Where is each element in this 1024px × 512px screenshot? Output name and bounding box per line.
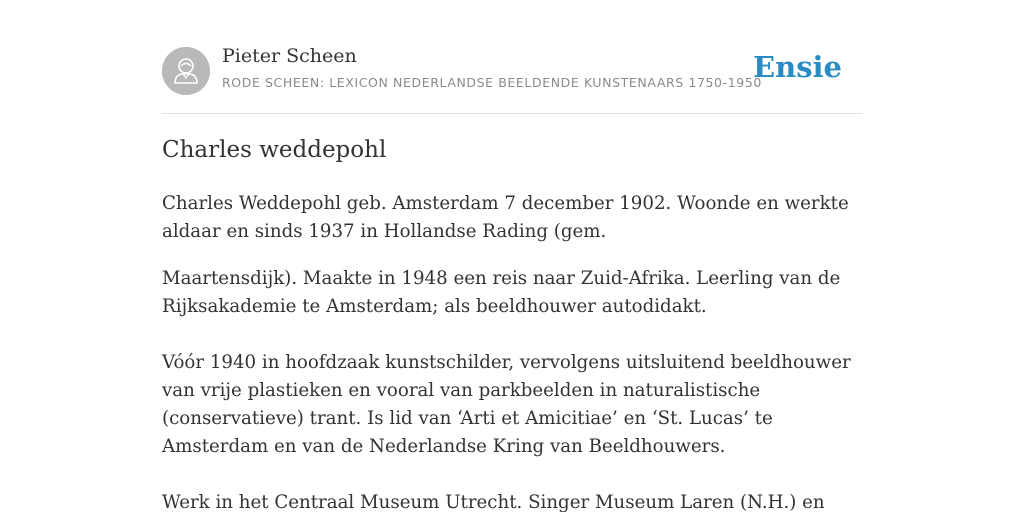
paragraph-3: Vóór 1940 in hoofdzaak kunstschilder, vervolgens uitsluitend beeldhouwer van vrije plastieken en vooral van parkbeelden in naturalistische (conservatieve) trant. Is lid van ‘Arti et Amicitiae’ en ‘St. Lucas’ te Amsterdam en van de Nederlandse Kring van Beeldhouwers. [162, 352, 851, 457]
article-card [162, 0, 862, 512]
paragraph-2: Maartensdijk). Maakte in 1948 een reis naar Zuid-Afrika. Leerling van de Rijksakademie te Amsterdam; als beeldhouwer autodidakt. [162, 268, 841, 317]
author-name[interactable]: Pieter Scheen [222, 45, 357, 67]
article-body [162, 190, 862, 512]
article-header [162, 0, 862, 114]
user-icon [162, 47, 210, 95]
ensie-logo[interactable]: Ensie [753, 50, 842, 84]
source-title[interactable]: RODE SCHEEN: LEXICON NEDERLANDSE BEELDENDE KUNSTENAARS 1750-1950 [222, 75, 762, 90]
author-avatar[interactable] [162, 47, 210, 95]
article-title: Charles weddepohl [162, 137, 387, 163]
paragraph-1: Charles Weddepohl geb. Amsterdam 7 december 1902. Woonde en werkte aldaar en sinds 1937 in Hollandse Rading (gem. [162, 193, 849, 242]
paragraph-4: Werk in het Centraal Museum Utrecht. Singer Museum Laren (N.H.) en [162, 492, 825, 512]
